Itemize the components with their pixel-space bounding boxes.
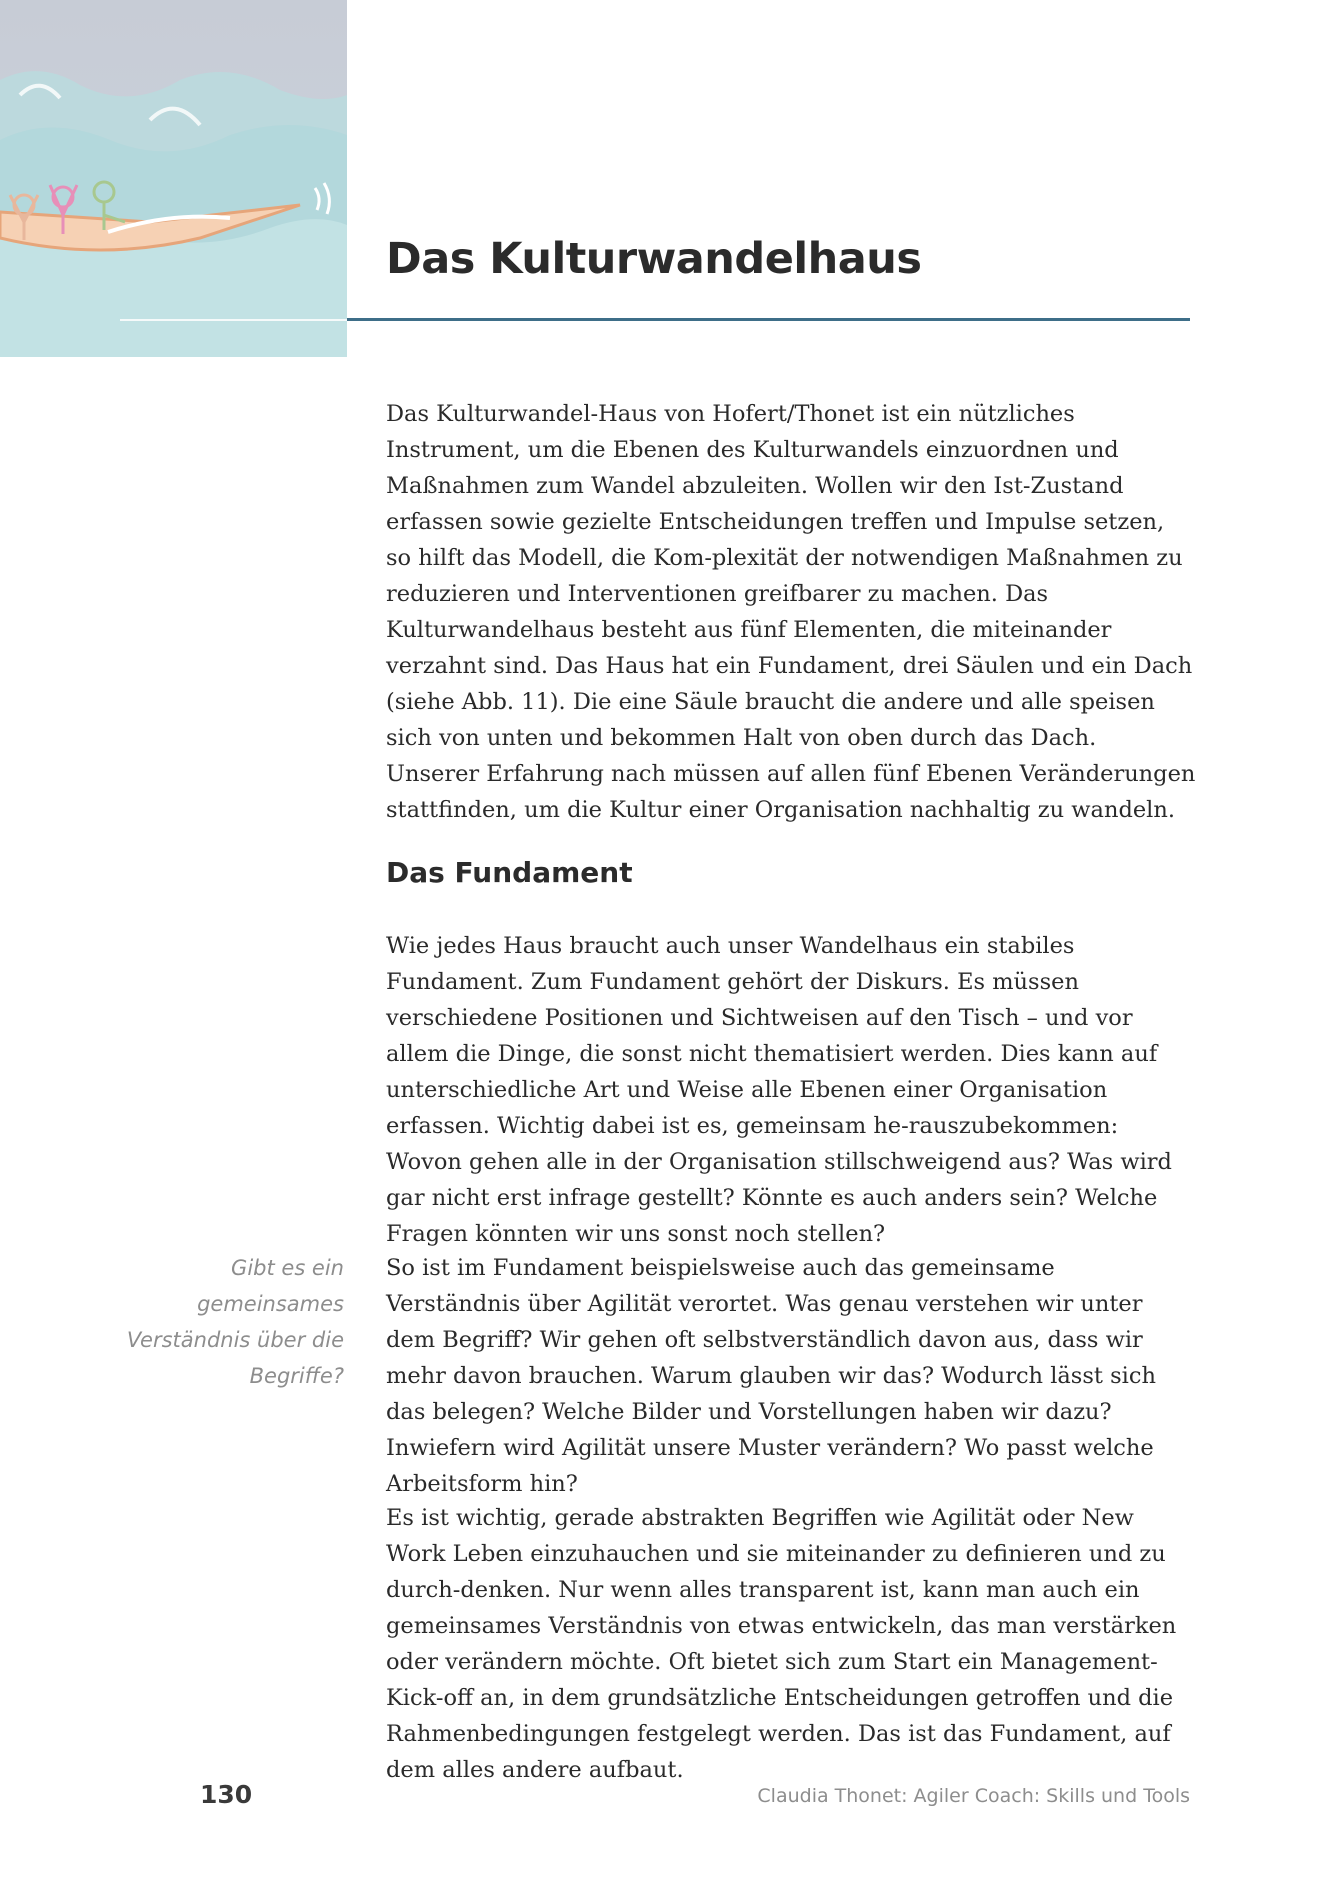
page-title: Das Kulturwandelhaus bbox=[386, 234, 922, 284]
fundament-paragraph-2: So ist im Fundament beispielsweise auch das gemeinsame Verständnis über Agilität verortet. Was genau verstehen wir unter dem Begriff? Wir gehen oft selbstverständlich davon aus, dass wir mehr davon brauchen. Warum glauben wir das? Wodurch lässt sich das belegen? Welche Bilder und Vorstellungen haben wir dazu? Inwiefern wird Agilität unsere Muster verändern? Wo passt welche Arbeitsform hin? bbox=[386, 1255, 1156, 1497]
fundament-paragraph-3: Es ist wichtig, gerade abstrakten Begriffen wie Agilität oder New Work Leben einzuhauchen und sie miteinander zu definieren und zu durch-denken. Nur wenn alles transparent ist, kann man auch ein gemeinsames Verständnis von etwas entwickeln, das man verstärken oder verändern möchte. Oft bietet sich zum Start ein Management-Kick-off an, in dem grundsätzliche Entscheidungen getroffen und die Rahmenbedingungen festgelegt werden. Das ist das Fundament, auf dem alles andere aufbaut. bbox=[386, 1505, 1177, 1783]
boat-illustration bbox=[0, 0, 347, 357]
intro-paragraph: Das Kulturwandel-Haus von Hofert/Thonet ist ein nützliches Instrument, um die Ebenen des Kulturwandels einzuordnen und Maßnahmen zum Wandel abzuleiten. Wollen wir den Ist-Zustand erfassen sowie gezielte Entscheidungen treffen und Impulse setzen, so hilft das Modell, die Kom-plexität der notwendigen Maßnahmen zu reduzieren und Interventionen greifbarer zu machen. Das Kulturwandelhaus besteht aus fünf Elementen, die miteinander verzahnt sind. Das Haus hat ein Fundament, drei Säulen und ein Dach (siehe Abb. 11). Die eine Säule braucht die andere und alle speisen sich von unten und bekommen Halt von oben durch das Dach. Unserer Erfahrung nach müssen auf allen fünf Ebenen Veränderungen stattfinden, um die Kultur einer Organisation nachhaltig zu wandeln. bbox=[386, 401, 1196, 823]
footer-text: Claudia Thonet: Agiler Coach: Skills und Tools bbox=[757, 1785, 1190, 1807]
title-rule bbox=[347, 318, 1190, 321]
section-heading: Das Fundament bbox=[386, 856, 633, 889]
margin-note: Gibt es ein gemeinsames Verständnis über die Begriffe? bbox=[126, 1256, 344, 1388]
page-number: 130 bbox=[200, 1780, 253, 1809]
fundament-paragraph-1: Wie jedes Haus braucht auch unser Wandelhaus ein stabiles Fundament. Zum Fundament gehört der Diskurs. Es müssen verschiedene Positionen und Sichtweisen auf den Tisch – und vor allem die Dinge, die sonst nicht thematisiert werden. Dies kann auf unterschiedliche Art und Weise alle Ebenen einer Organisation erfassen. Wichtig dabei ist es, gemeinsam he-rauszubekommen: Wovon gehen alle in der Organisation stillschweigend aus? Was wird gar nicht erst infrage gestellt? Könnte es auch anders sein? Welche Fragen könnten wir uns sonst noch stellen? bbox=[386, 933, 1172, 1247]
